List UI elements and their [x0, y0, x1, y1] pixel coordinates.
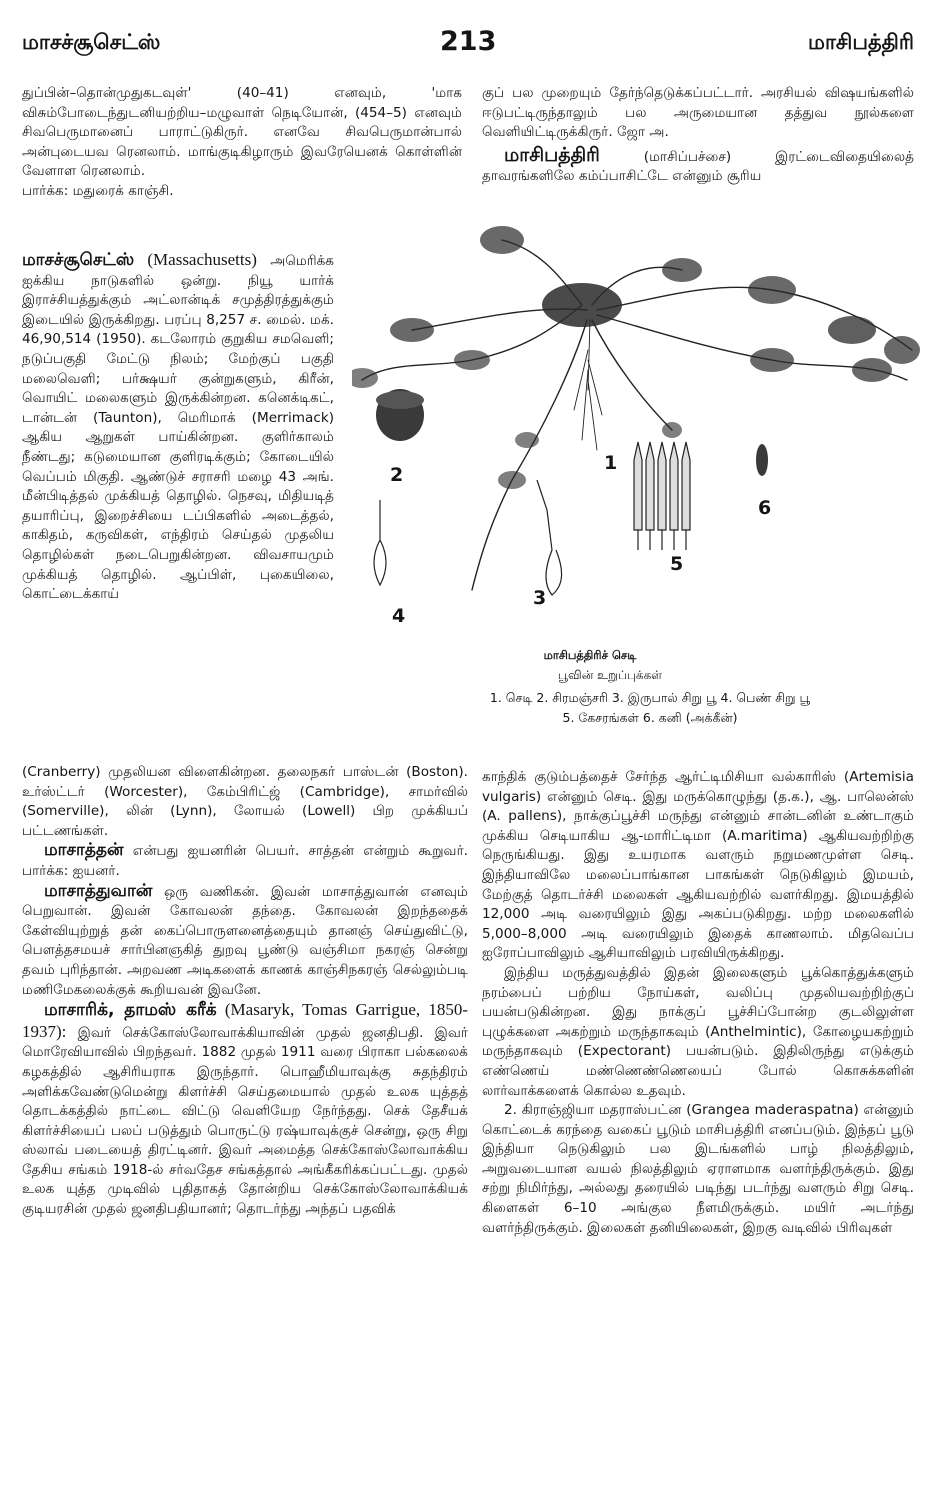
figure-label-4: 4	[392, 605, 406, 627]
figure-label-2: 2	[390, 464, 404, 486]
entry-text: அமெரிக்க ஐக்கிய நாடுகளில் ஒன்று. நியூ யார்க் இராச்சியத்துக்கும் அட்லான்டிக் சமுத்திரத்துக்கும் இடையில் இருக்கிறது. பரப்பு 8,257 ச. மைல். மக். 46,90,514 (1950). கடலோரம் குறுகிய சமவெளி; நடுப்பகுதி மேட்டு நிலம்; மேற்குப் பகுதி மலைவெளி; பர்க்ஷயர் குன்றுகளும், கிரீன், வொயிட் மலைகளும் இருக்கின்றன. கனெக்டிகட், டான்டன் (Taunton), மெரிமாக் (Merrimack) ஆகிய ஆறுகள் பாய்கின்றன. குளிர்காலம் நீண்டது; கடுமையான குளிரடிக்கும்; கோடையில் வெப்பம் மிகுதி. ஆண்டுச் சராசரி மழை 43 அங். மீன்பிடித்தல் முக்கியத் தொழில். நெசவு, மிதியடித் தயாரிப்பு, இறைச்சியை டப்பிகளில் அடைத்தல், காகிதம், கருவிகள், எந்திரம் செய்தல் முதலிய தொழில்கள் நடைபெறுகின்றன. விவசாயமும் முக்கியத் தொழில். ஆப்பிள், புகையிலை, கொட்டைக்காய்	[22, 253, 334, 603]
headword: மாசாரிக், தாமஸ் கரீக்	[44, 1000, 217, 1021]
paragraph: இந்திய மருத்துவத்தில் இதன் இலைகளும் பூக்கொத்துக்களும் நரம்பைப் பற்றிய நோய்கள், வலிப்பு முதலியவற்றிற்குப் பயன்படுகின்றன. இது நாக்குப் பூச்சிப்போன்ற குடலிலுள்ள புழுக்களை அகற்றும் மருந்தாகவும் (Anthelmintic), கோழையகற்றும் மருந்தாகவும் (Expectorant) பயன்படும். இதிலிருந்து எடுக்கும் எண்ணெய் மண்ணெண்ணெயைப் போல் கொசுக்களின் லார்வாக்களைக் கொல்ல உதவும்.	[482, 964, 914, 1099]
headword: மாசிபத்திரி	[504, 143, 600, 166]
entry-text: ஒரு வணிகன். இவன் மாசாத்துவான் எனவும் பெறுவான். இவன் கோவலன் தந்தை. கோவலன் இறந்ததைக் கேள்வியுற்றுத் தன் கைப்பொருளனைத்தையும் தானஞ் செய்துவிட்டு, பௌத்தசமயச் சார்பினஞகித் துறவு பூண்டு வஞ்சிமா நகரஞ் சென்று தவம் புரிந்தான். அறவண அடிகளைக் காணக் காஞ்சிநகரஞ் செல்லும்படி மணிமேகலைக்குக் கூறியவன் இவனே.	[22, 883, 468, 998]
paragraph: காந்திக் குடும்பத்தைச் சேர்ந்த ஆர்ட்டிமிசியா வல்காரிஸ் (Artemisia vulgaris) என்னும் செடி. இது மருக்கொழுந்து (த.க.), ஆ. பாலென்ஸ் (A. pallens), நாக்குப்பூச்சி மருந்து என்னும் சான்டனின் உண்டாகும் முக்கிய செடியாகிய ஆ-மாரிட்டிமா (A.maritima) ஆகியவற்றிற்கு நெருங்கியது. இது உயரமாக வளரும் நறுமணமுள்ள செடி. இந்தியாவிலே மலைப்பாங்கான பாகங்கள் நெடுகிலும் இமயம், மேற்குத் தொடர்ச்சி மலைகள் ஆகியவற்றில் வளர்கிறது. இமயத்தில் 12,000 அடி வரையிலும் இது அகப்படுகிறது. மற்ற மலைகளில் 5,000–8,000 அடி வரையிலும் இதைக் காணலாம். மிதவெப்ப ஐரோப்பாவிலும் ஆசியாவிலும் பரவியிருக்கிறது.	[482, 769, 914, 962]
figure-label-5: 5	[670, 553, 684, 575]
running-header-right: மாசிபத்திரி	[808, 30, 914, 54]
figure-label-1: 1	[604, 452, 618, 474]
right-column-body	[482, 768, 914, 1238]
entry-text: (மாசிப்பச்சை) இரட்டைவிதையிலைத் தாவரங்களிலே கம்ப்பாசிட்டே என்னும் சூரிய	[482, 148, 914, 185]
headword: மாசாத்தன்	[44, 840, 124, 861]
latin-name: (Masaryk, Tomas Garrigue, 1850-1937):	[22, 1000, 469, 1041]
plant-illustration	[352, 210, 922, 640]
page-number: 213	[440, 26, 497, 57]
left-column-intro	[22, 84, 462, 202]
running-header-left: மாசச்சூசெட்ஸ்	[22, 30, 161, 54]
headword: மாசாத்துவான்	[44, 880, 153, 901]
figure-title: மாசிபத்திரிச் செடி	[543, 648, 637, 662]
figure-parts-line2: 5. கேசரங்கள் 6. கனி (அக்கீன்)	[562, 710, 738, 725]
figure-parts-line1: 1. செடி 2. சிரமஞ்சரி 3. இருபால் சிறு பூ 4. பெண் சிறு பூ	[489, 690, 811, 705]
continued-text: குப் பல முறையும் தேர்ந்தெடுக்கப்பட்டார். அரசியல் விஷயங்களில் ஈடுபட்டிருந்தாலும் பல அருமையான தத்துவ நூல்களை வெளியிட்டிருக்கிருர். ஜோ அ.	[482, 85, 914, 141]
see-also-madurai: பார்க்க: மதுரைக் காஞ்சி.	[22, 182, 174, 199]
entry-text: இவர் செக்கோஸ்லோவாக்கியாவின் முதல் ஜனதிபதி. இவர் மொரேவியாவில் பிறந்தவர். 1882 முதல் 1911 வரை பிராகா பல்கலைக் கழகத்தில் ஆசிரியராக இருந்தார். பொஹீமியாவுக்கு சுதந்திரம் அளிக்கவேண்டுமென்று கிளர்ச்சி செய்தமையால் முதல் உலக யுத்தத் தொடக்கத்தில் நாட்டை விட்டு வெளியேற நேர்ந்தது. செக் தேசீயக் கிளர்ச்சியைப் பலப் படுத்தும் பொருட்டு ரஷ்யாவுக்குச் சென்று, ஒரு சிறு ஸ்லாவ் படையைத் திரட்டினர். இவர் அமைத்த செக்கோஸ்லோவாக்கிய தேசிய சங்கம் 1918-ல் சர்வதேச சங்கத்தால் அங்கீகரிக்கப்பட்டது. முதல் உலக யுத்த முடிவில் புதிதாகத் தோன்றிய செக்கோஸ்லோவாக்கியக் குடியரசின் முதல் ஜனதிபதியானர்; தொடர்ந்து அந்தப் பதவிக்	[22, 1024, 468, 1218]
massachusetts-continued: (Cranberry) முதலியன விளைகின்றன. தலைநகர் பாஸ்டன் (Boston). உர்ஸ்ட்டர் (Worcester), கேம்பிரிட்ஜ் (Cambridge), சாமர்வில் (Somerville), லின் (Lynn), லோயல் (Lowell) பிற முக்கியப் பட்டணங்கள்.	[22, 764, 468, 839]
paragraph: 2. கிராஞ்ஜியா மதராஸ்பட்ன (Grangea maderaspatna) என்னும் கொட்டைக் கரந்தை வகைப் பூடும் மாசிபத்திரி எனப்படும். இந்தப் பூடு இந்தியா நெடுகிலும் பல இடங்களில் பாழ் நிலத்திலும், அறுவடையான வயல் நிலத்திலும் ஏராளமாக வளர்ந்திருக்கும். இது சற்று நிமிர்ந்து, அல்லது தரையில் படிந்து படர்ந்து வளரும் சிறு செடி. கிளைகள் 6–10 அங்குல நீளமிருக்கும். மயிர் அடர்ந்து வளர்ந்திருக்கும். இலைகள் தனியிலைகள், இறகு வடிவில் பிரிவுகள்	[482, 1102, 914, 1236]
right-column-top	[482, 84, 914, 187]
latin-name: (Massachusetts)	[147, 250, 257, 269]
intro-paragraph: துப்பின்–தொன்முதுகடவுள்' (40–41) எனவும், 'மாக விசும்போடைந்துடனியற்றிய–மழுவாள் நெடியோன், (454–5) எனவும் சிவபெருமானைப் பாராட்டுகிருர். எனவே சிவபெருமான்பால் அன்புடையவ ரெனலாம். மாங்குடிகிழாரும் இவரேயெனக் கொள்ளின் வேளாள ரெனலாம்.	[22, 85, 462, 180]
figure-subtitle: பூவின் உறுப்புக்கள்	[557, 668, 663, 682]
massachusetts-entry	[22, 250, 334, 605]
left-column-lower	[22, 763, 468, 1220]
headword: மாசச்சூசெட்ஸ்	[22, 250, 135, 270]
entry-text: என்பது ஐயனரின் பெயர். சாத்தன் என்றும் கூறுவர். பார்க்க: ஐயனர்.	[22, 843, 468, 879]
flower-head-drawing	[376, 389, 424, 441]
figure-label-3: 3	[533, 587, 547, 609]
figure-label-6: 6	[758, 497, 772, 519]
